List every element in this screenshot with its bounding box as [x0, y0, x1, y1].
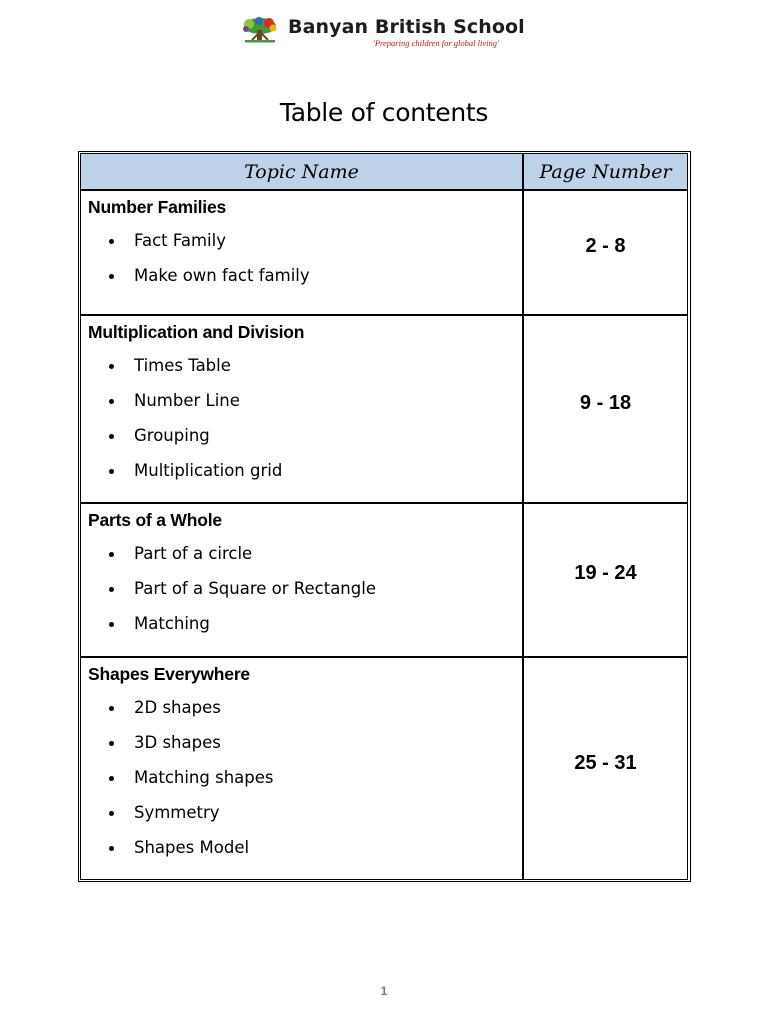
topic-item: Times Table: [109, 355, 282, 390]
topic-item: Matching shapes: [109, 767, 274, 802]
table-of-contents: [78, 151, 691, 882]
topic-item: Matching: [109, 613, 376, 648]
section-title: Multiplication and Division: [88, 322, 305, 342]
banyan-tree-logo-icon: [239, 16, 281, 46]
topic-item: 3D shapes: [109, 732, 274, 767]
page-title: Table of contents: [279, 98, 489, 127]
topic-list: [109, 355, 282, 495]
page-range: 2 - 8: [585, 235, 626, 257]
section-title: Number Families: [88, 197, 227, 217]
topic-item: 2D shapes: [109, 697, 274, 732]
topic-item: Make own fact family: [109, 265, 310, 300]
page-cell: [523, 503, 688, 657]
topic-item: Fact Family: [109, 230, 310, 265]
topic-item: Symmetry: [109, 802, 274, 837]
page-header: [0, 14, 768, 54]
page-number: 1: [380, 984, 388, 998]
page-cell: [523, 190, 688, 315]
school-name: Banyan British School: [288, 16, 525, 38]
topic-cell: [80, 657, 523, 880]
topic-list: [109, 697, 274, 872]
page-cell: [523, 657, 688, 880]
topic-item: Grouping: [109, 425, 282, 460]
topic-column-header: Topic Name: [80, 153, 523, 190]
section-title: Parts of a Whole: [88, 510, 222, 530]
topic-list: [109, 543, 376, 648]
page-range: 9 - 18: [579, 392, 632, 414]
page-range: 19 - 24: [574, 562, 637, 584]
page-column-header: Page Number: [523, 153, 688, 190]
school-tagline: 'Preparing children for global living': [373, 38, 499, 48]
topic-item: Part of a circle: [109, 543, 376, 578]
page-range: 25 - 31: [574, 752, 637, 774]
topic-list: [109, 230, 310, 300]
topic-cell: [80, 315, 523, 503]
page-cell: [523, 315, 688, 503]
topic-cell: [80, 190, 523, 315]
topic-item: Part of a Square or Rectangle: [109, 578, 376, 613]
topic-item: Number Line: [109, 390, 282, 425]
topic-item: Shapes Model: [109, 837, 274, 872]
topic-cell: [80, 503, 523, 657]
section-title: Shapes Everywhere: [88, 664, 250, 684]
topic-item: Multiplication grid: [109, 460, 282, 495]
